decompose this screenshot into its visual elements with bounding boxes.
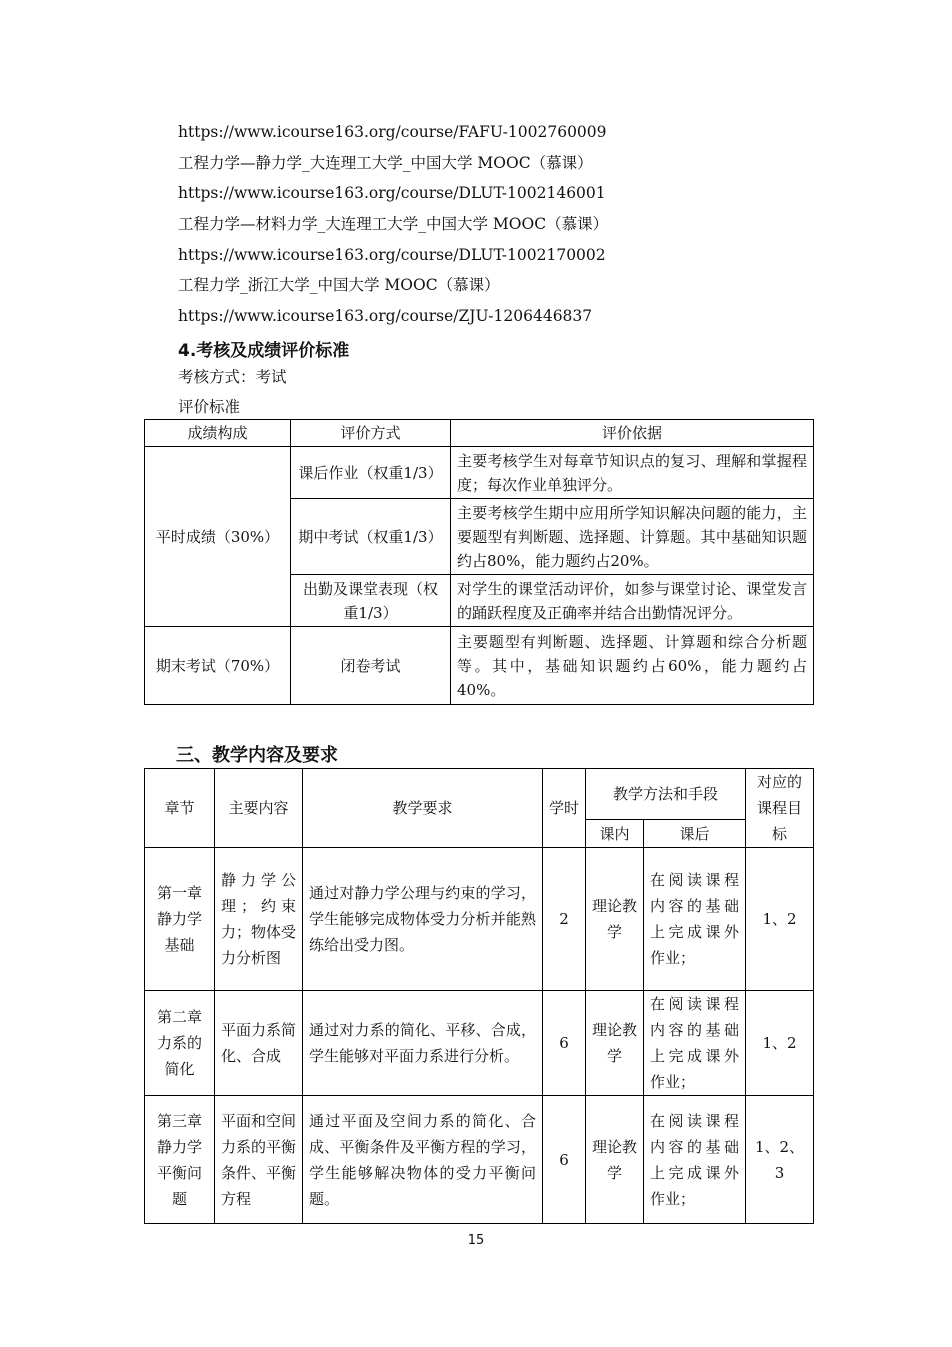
after-class-cell: 在阅读课程内容的基础上完成课外作业； — [644, 991, 746, 1096]
chapter-cell: 第三章静力学平衡问题 — [145, 1096, 215, 1224]
in-class-cell: 理论教学 — [586, 848, 644, 991]
basis-cell: 主要考核学生对每章节知识点的复习、理解和掌握程度；每次作业单独评分。 — [451, 447, 814, 499]
link-title: 工程力学_浙江大学_中国大学 MOOC（慕课） — [178, 276, 500, 294]
header-cell: 主要内容 — [215, 769, 303, 848]
chapter-cell: 第一章静力学基础 — [145, 848, 215, 991]
teaching-content-table — [144, 768, 814, 1224]
basis-cell: 主要题型有判断题、选择题、计算题和综合分析题等。其中，基础知识题约占60%，能力题约占40%。 — [451, 627, 814, 705]
hours-cell: 6 — [543, 991, 586, 1096]
header-cell: 评价方式 — [291, 420, 451, 447]
link-url[interactable]: https://www.icourse163.org/course/DLUT-1002170002 — [178, 246, 606, 264]
link-url[interactable]: https://www.icourse163.org/course/ZJU-1206446837 — [178, 307, 593, 325]
component-cell: 期末考试（70%） — [145, 627, 291, 705]
header-cell: 成绩构成 — [145, 420, 291, 447]
method-cell: 期中考试（权重1/3） — [291, 499, 451, 575]
in-class-cell: 理论教学 — [586, 991, 644, 1096]
requirement-cell: 通过对力系的简化、平移、合成，学生能够对平面力系进行分析。 — [303, 991, 543, 1096]
header-cell: 章节 — [145, 769, 215, 848]
after-class-cell: 在阅读课程内容的基础上完成课外作业； — [644, 1096, 746, 1224]
hours-cell: 2 — [543, 848, 586, 991]
criteria-label: 评价标准 — [178, 398, 241, 416]
chapter-cell: 第二章力系的简化 — [145, 991, 215, 1096]
goal-cell: 1、2 — [746, 991, 814, 1096]
link-url[interactable]: https://www.icourse163.org/course/FAFU-1002760009 — [178, 123, 607, 141]
method-cell: 出勤及课堂表现（权重1/3） — [291, 575, 451, 627]
main-content-cell: 平面和空间力系的平衡条件、平衡方程 — [215, 1096, 303, 1224]
header-cell: 评价依据 — [451, 420, 814, 447]
basis-cell: 对学生的课堂活动评价，如参与课堂讨论、课堂发言的踊跃程度及正确率并结合出勤情况评分。 — [451, 575, 814, 627]
component-cell: 平时成绩（30%） — [145, 447, 291, 627]
header-cell: 学时 — [543, 769, 586, 848]
main-content-cell: 平面力系简化、合成 — [215, 991, 303, 1096]
header-cell: 教学方法和手段 — [586, 769, 746, 820]
method-cell: 课后作业（权重1/3） — [291, 447, 451, 499]
page-number: 15 — [467, 1233, 485, 1248]
link-title: 工程力学—材料力学_大连理工大学_中国大学 MOOC（慕课） — [178, 215, 609, 233]
header-cell: 课内 — [586, 820, 644, 848]
requirement-cell: 通过对静力学公理与约束的学习，学生能够完成物体受力分析并能熟练给出受力图。 — [303, 848, 543, 991]
hours-cell: 6 — [543, 1096, 586, 1224]
main-content-cell: 静力学公理；约束力；物体受力分析图 — [215, 848, 303, 991]
exam-method-text: 考核方式：考试 — [178, 368, 287, 386]
link-title: 工程力学—静力学_大连理工大学_中国大学 MOOC（慕课） — [178, 154, 593, 172]
section-heading-content: 三、教学内容及要求 — [176, 745, 338, 766]
header-cell: 课后 — [644, 820, 746, 848]
requirement-cell: 通过平面及空间力系的简化、合成、平衡条件及平衡方程的学习，学生能够解决物体的受力平衡问题。 — [303, 1096, 543, 1224]
in-class-cell: 理论教学 — [586, 1096, 644, 1224]
header-cell: 对应的课程目标 — [746, 769, 814, 848]
method-cell: 闭卷考试 — [291, 627, 451, 705]
goal-cell: 1、2 — [746, 848, 814, 991]
section-heading-assessment: 4.考核及成绩评价标准 — [178, 341, 350, 361]
header-cell: 教学要求 — [303, 769, 543, 848]
evaluation-table — [144, 419, 814, 705]
link-url[interactable]: https://www.icourse163.org/course/DLUT-1002146001 — [178, 184, 606, 202]
basis-cell: 主要考核学生期中应用所学知识解决问题的能力，主要题型有判断题、选择题、计算题。其中基础知识题约占80%，能力题约占20%。 — [451, 499, 814, 575]
goal-cell: 1、2、3 — [746, 1096, 814, 1224]
after-class-cell: 在阅读课程内容的基础上完成课外作业； — [644, 848, 746, 991]
